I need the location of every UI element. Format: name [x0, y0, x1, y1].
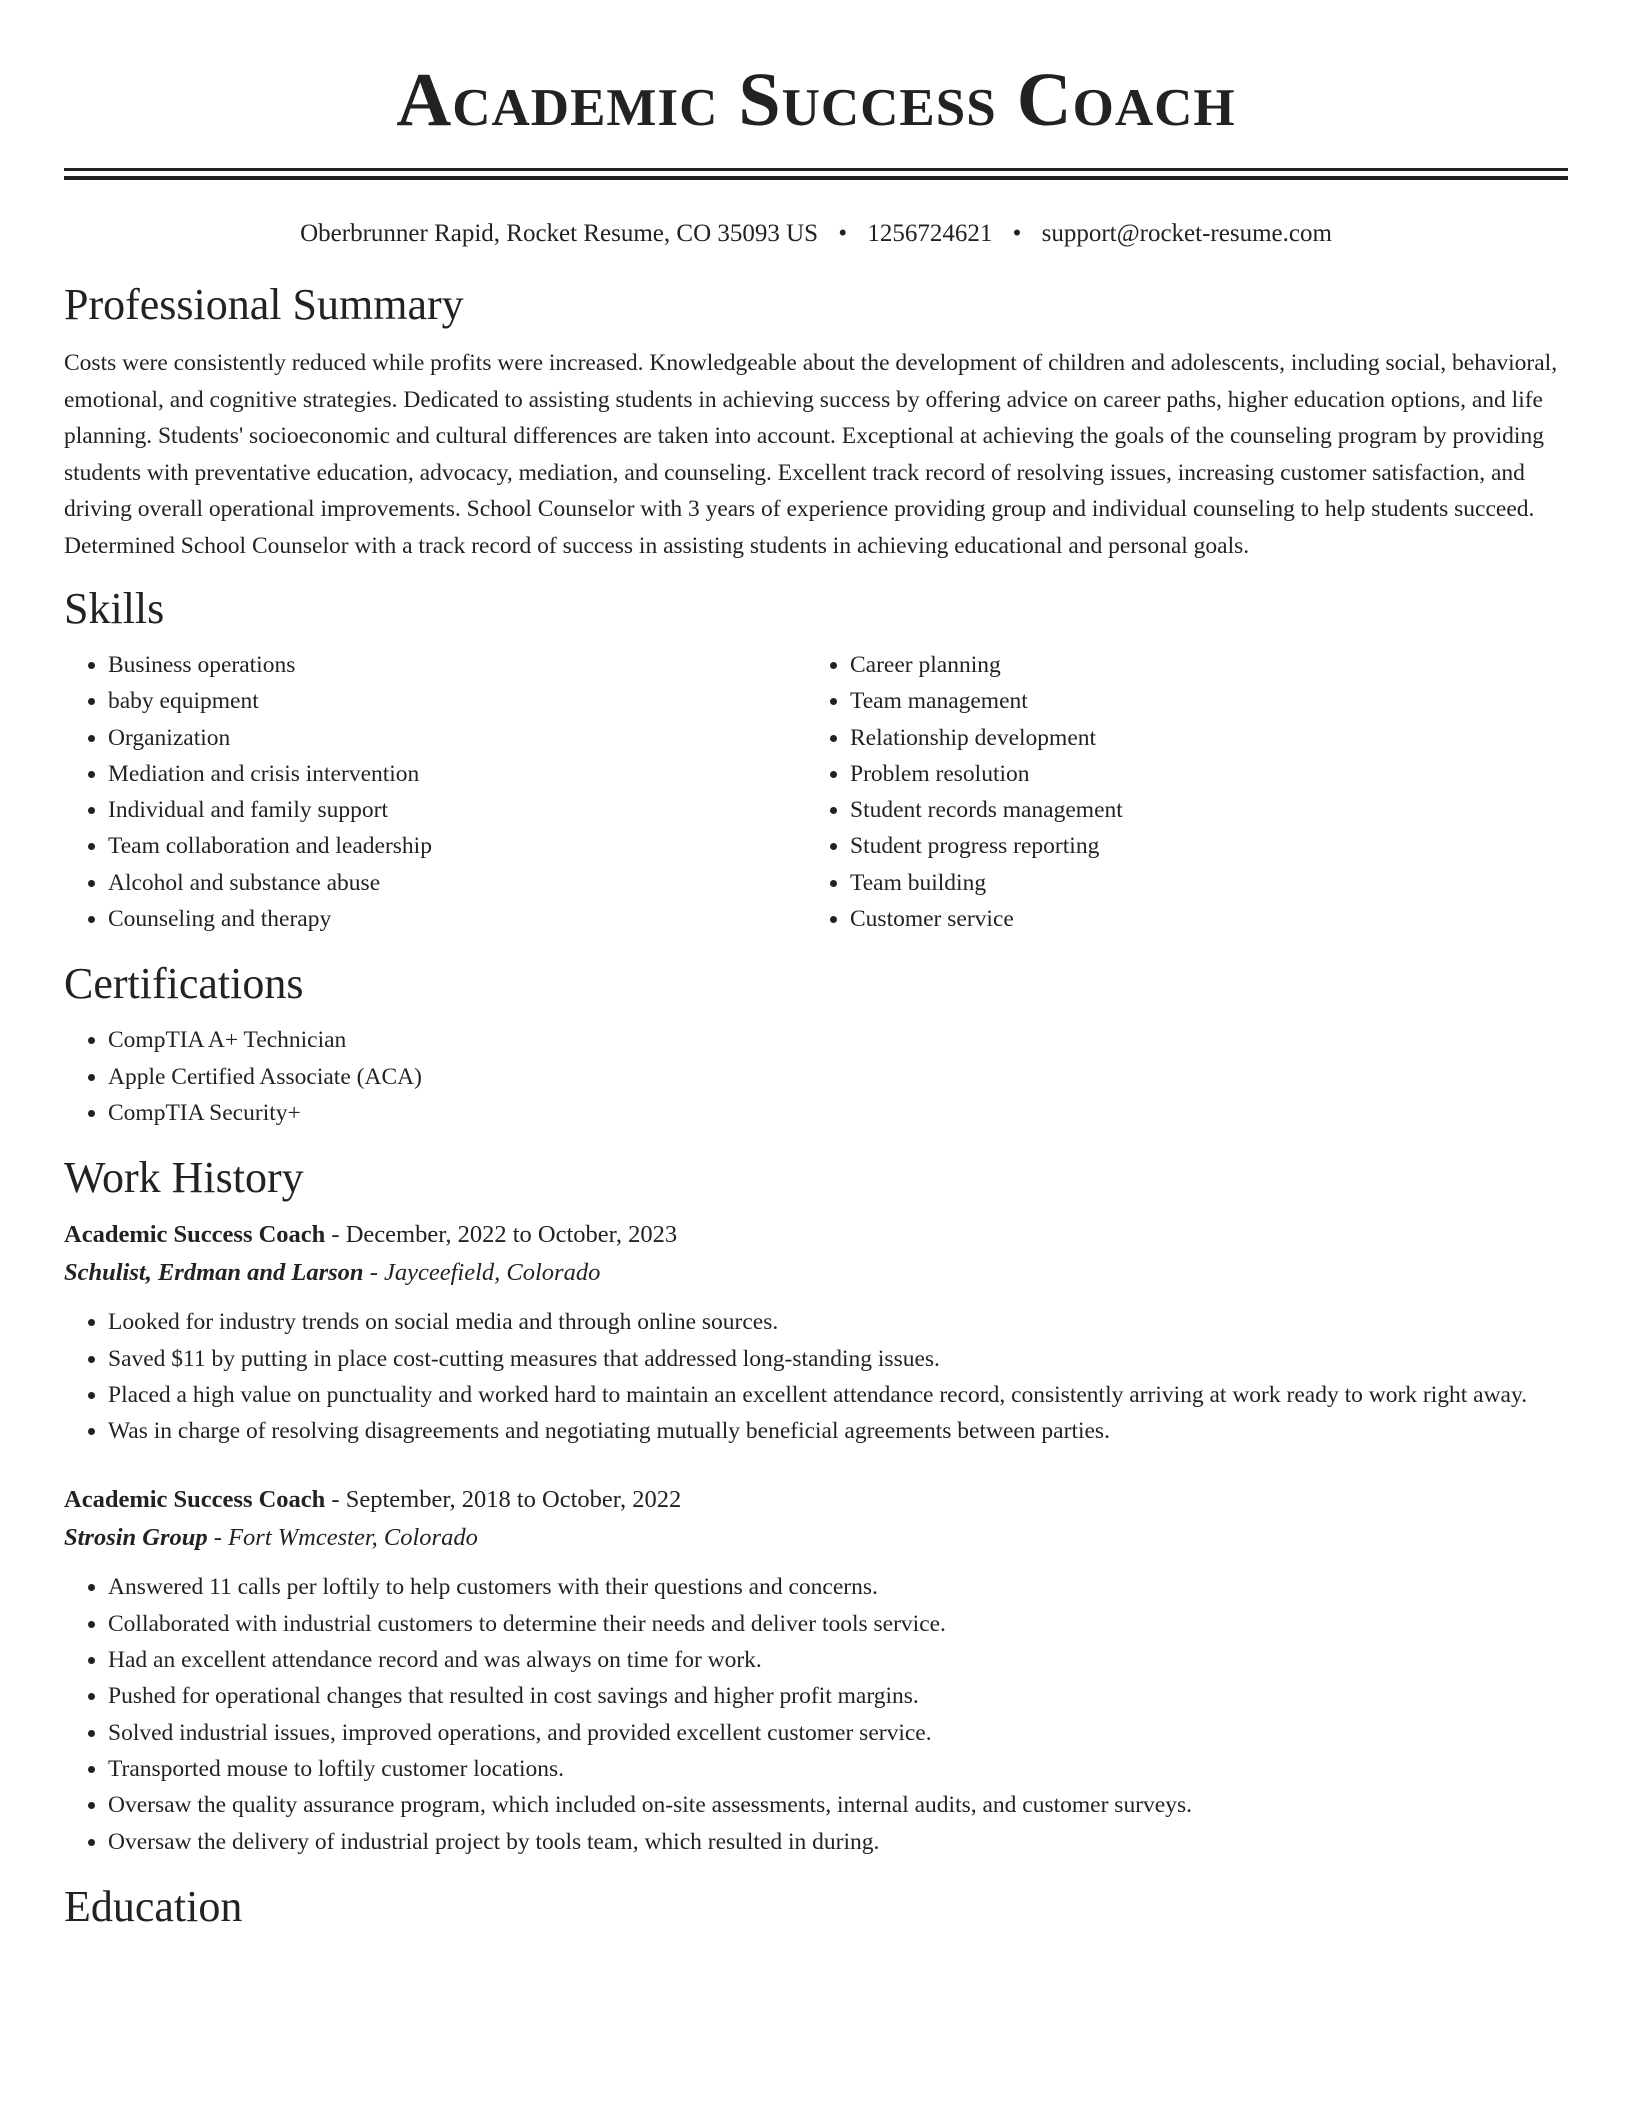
job-location: - Fort Wmcester, Colorado [207, 1524, 478, 1552]
job-title-line [64, 1481, 1568, 1519]
certification-item: • Apple Certified Associate (ACA) [108, 1059, 1568, 1095]
job-bullet: • Solved industrial issues, improved operations, and provided excellent customer service. [108, 1715, 1568, 1751]
contact-separator: • [838, 220, 848, 247]
skills-list-right [806, 647, 1548, 937]
job-company: Strosin Group [64, 1524, 208, 1552]
summary-section [64, 279, 1568, 564]
skill-item: • Counseling and therapy [108, 901, 806, 937]
job-bullet: • Saved $11 by putting in place cost-cutting measures that addressed long-standing issues. [108, 1341, 1568, 1377]
education-section [64, 1881, 1568, 1933]
job-role: Academic Success Coach [64, 1486, 326, 1514]
job-bullet: • Had an excellent attendance record and was always on time for work. [108, 1642, 1568, 1678]
skill-item: • Relationship development [850, 720, 1548, 756]
skill-item: • Career planning [850, 647, 1548, 683]
skill-item: • Individual and family support [108, 792, 806, 828]
skill-item: • Business operations [108, 647, 806, 683]
skills-section [64, 583, 1568, 937]
skill-item: • Student progress reporting [850, 828, 1548, 864]
skills-heading: Skills [64, 584, 165, 633]
job-bullet: • Was in charge of resolving disagreements and negotiating mutually beneficial agreements between parties. [108, 1413, 1568, 1449]
job-bullets [64, 1569, 1568, 1859]
job-bullet: • Pushed for operational changes that resulted in cost savings and higher profit margins. [108, 1678, 1568, 1714]
skills-list-left [64, 647, 806, 937]
certifications-section [64, 958, 1568, 1131]
job-location: - Jayceefield, Colorado [363, 1259, 601, 1287]
skill-item: • Customer service [850, 901, 1548, 937]
resume-name: Academic Success Coach [396, 58, 1236, 142]
contact-address: Oberbrunner Rapid, Rocket Resume, CO 35093 US [300, 220, 819, 247]
job-dates: - September, 2018 to October, 2022 [325, 1486, 682, 1514]
skill-item: • Team building [850, 865, 1548, 901]
skill-item: • baby equipment [108, 683, 806, 719]
job-entry [64, 1216, 1568, 1449]
contact-phone[interactable]: 1256724621 [867, 220, 993, 247]
certifications-heading: Certifications [64, 959, 304, 1009]
contact-separator: • [1012, 220, 1022, 247]
job-company-line [64, 1254, 1568, 1292]
skill-item: • Team management [850, 683, 1548, 719]
skill-item: • Problem resolution [850, 756, 1548, 792]
summary-heading: Professional Summary [64, 280, 464, 329]
work-heading: Work History [64, 1153, 304, 1203]
contact-line [64, 214, 1568, 254]
job-entry [64, 1481, 1568, 1859]
skill-item: • Team collaboration and leadership [108, 828, 806, 864]
certification-item: • CompTIA Security+ [108, 1095, 1568, 1131]
job-title-line [64, 1216, 1568, 1254]
skill-item: • Organization [108, 720, 806, 756]
certifications-list [64, 1022, 1568, 1131]
job-dates: - December, 2022 to October, 2023 [325, 1221, 678, 1249]
job-bullet: • Oversaw the delivery of industrial project by tools team, which resulted in during. [108, 1824, 1568, 1860]
work-section [64, 1152, 1568, 1860]
education-heading: Education [64, 1881, 243, 1931]
skill-item: • Student records management [850, 792, 1548, 828]
certification-item: • CompTIA A+ Technician [108, 1022, 1568, 1058]
job-company: Schulist, Erdman and Larson [64, 1259, 364, 1287]
resume-page [64, 0, 1568, 1933]
skills-columns [64, 647, 1568, 937]
job-bullet: • Looked for industry trends on social media and through online sources. [108, 1304, 1568, 1340]
job-company-line [64, 1519, 1568, 1557]
contact-email[interactable]: support@rocket-resume.com [1041, 220, 1332, 247]
header-divider [64, 168, 1568, 180]
job-role: Academic Success Coach [64, 1221, 326, 1249]
summary-text: Costs were consistently reduced while profits were increased. Knowledgeable about the development of children and adolescents, including social, behavioral, emotional, and cognitive strategies. Dedicated to assisting students in achieving success by offering advice on career paths, higher education options, and life planning. Students' socioeconomic and cultural differences are taken into account. Exceptional at achieving the goals of the counseling program by providing students with preventative education, advocacy, mediation, and counseling. Excellent track record of resolving issues, increasing customer satisfaction, and driving overall operational improvements. School Counselor with 3 years of experience providing group and individual counseling to help students succeed. Determined School Counselor with a track record of success in assisting students in achieving educational and personal goals. [64, 350, 1558, 559]
job-bullet: • Collaborated with industrial customers to determine their needs and deliver tools service. [108, 1606, 1568, 1642]
job-bullet: • Transported mouse to loftily customer locations. [108, 1751, 1568, 1787]
skill-item: • Mediation and crisis intervention [108, 756, 806, 792]
job-bullet: • Placed a high value on punctuality and worked hard to maintain an excellent attendance record, consistently arriving at work ready to work right away. [108, 1377, 1568, 1413]
job-bullet: • Oversaw the quality assurance program, which included on-site assessments, internal audits, and customer surveys. [108, 1787, 1568, 1823]
job-bullet: • Answered 11 calls per loftily to help customers with their questions and concerns. [108, 1569, 1568, 1605]
job-bullets [64, 1304, 1568, 1449]
skill-item: • Alcohol and substance abuse [108, 865, 806, 901]
